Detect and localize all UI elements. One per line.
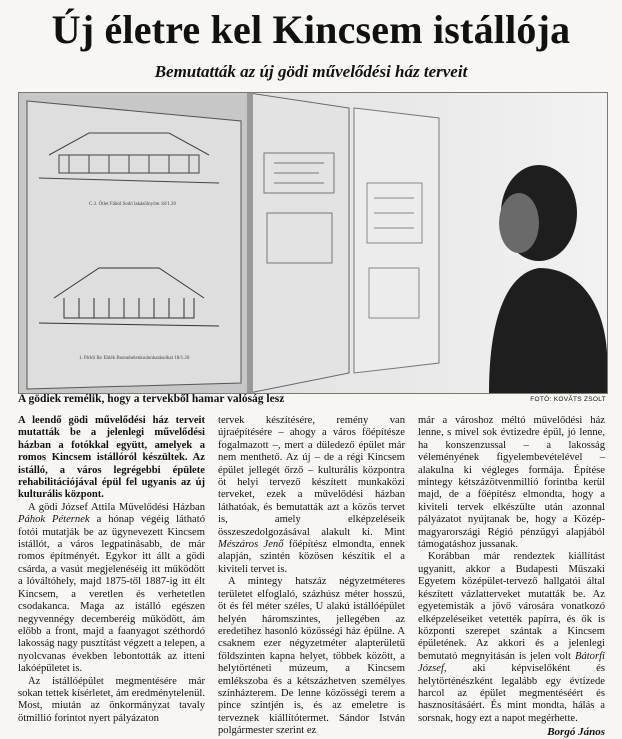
person-name: Páhok Péternek [18, 514, 90, 526]
paragraph: tervek készítésére, remény van újraépítésére – ahogy a város főépítésze fogalmazott –, mert a düledező épület már nem menthető. Az új – de a régi Kincsem épület jellegét őrző – kulturális központra öt helyi tervező készített munkaközi terveket, ezek a művelődési házban láthatóak, és bemutatták azt a közös tervet is, amely elképzeléseik összeszedolgozásával alakult ki. Mint Mészáros Jenő főépítész elmondta, ennek alapján, szintén közösen készítik el a kiviteli tervet is. [218, 415, 405, 575]
lead-paragraph: A leendő gödi művelődési ház terveit mutatták be a jelenlegi művelődési házban a fotókkal együtt, amelyek a romos Kincsem istállóról készültek. Az istálló, a város legrégebbi épülete rehabilitációjával épül fel ugyanis az új kulturális központ. [18, 415, 205, 501]
person-name: Mészáros Jenő [218, 539, 284, 551]
drawing-label-bottom: 1. Pirkli Ibr Eblék Boennbelenkodonhatásolhat 18/1.20 [79, 356, 190, 361]
paragraph: A gödi József Attila Művelődési Házban Páhok Péternek a hónap végéig látható fotói mutatják be az ügynevezett Kincsem istállót, a város legpatinásabb, de már romos építményét. Egykor itt állt a gödi csárda, a vasút megjelenéséig itt működött a lóváltóhely, majd 1875-től 1887-ig itt élt Kincsem, a veretlen és verhetetlen csodakanca. Maga az istálló egészen negyvennégy decemberéig működött, ám előbb a front, majd a faanyagot széthordó lakosság nagy pusztítást végzett a telepen, a nyolcvanas években lebontották az itteni lakóépületet is. [18, 501, 205, 675]
drawing-label-top: C.3. Ötlet Fából Sodó lakásölnyőm 18/1.20 [89, 202, 176, 207]
paragraph: már a városhoz méltó művelődési ház lenne, s mivel sok évtizedre épül, jó lenne, ha konszenzussal – a lakosság véleményének figyelembevételével – alakulna ki végleges formája. Építése mintegy kétszázötvenmillió forintba kerül majd, de a főépítész elmondta, hogy a kiviteli tervek elkészülte után azonnal pályázatot nyújtanak be, hogy a Közép-magyarországi Régió pénzügyi alapjából támogatáshoz jussanak. [418, 415, 605, 551]
article-photo [18, 92, 608, 394]
paragraph: Az istállóépület megmentésére már sokan tettek kísérletet, ám eredménytelenül. Most, miután az önkormányzat tavaly ötmillió forintot nyert pályázaton [18, 675, 205, 724]
column-2 [218, 415, 405, 738]
person-name: Bátorfi József [418, 650, 605, 675]
headline: Új életre kel Kincsem istállója [51, 7, 571, 52]
column-1 [18, 415, 205, 725]
photo-credit: FOTÓ: KOVÁTS ZSOLT [530, 396, 606, 403]
paragraph: A mintegy hatszáz négyzetméteres területet elfoglaló, százhúsz méter hosszú, öt és fél méter széles, U alakú istállóépület helyén háromszintes, jellegében az eredetihez hasonló közösségi ház épülne. A csaknem ezer négyzetméter alapterületű földszinten kapna helyet, többek között, a helytörténeti múzeum, a Kincsem emlékszoba és a kétszázhetven személyes színházterem. De lenne közösségi terem a pince szintjén is, és az emeletre is terveznek kiállítótermet. Sándor István polgármester szerint ez [218, 576, 405, 737]
column-3 [418, 415, 605, 739]
author-byline: Borgó János [547, 726, 605, 739]
subheadline: Bemutatták az új gödi művelődési ház terveit [154, 62, 468, 81]
photo-illustration [19, 93, 607, 393]
paragraph: Korábban már rendeztek kiállítást ugyanitt, akkor a Budapesti Műszaki Egyetem középület-tervező hallgatói által készített vázlatterveket mutatták be. Az egyetemisták a jövő városára vonatkozó elképzeléseiket vetették papírra, és ők is központi szerepet szántak a Kincsem épületének. Az akkori és a jelenlegi bemutató megnyitásán is jelen volt Bátorfi József, aki képviselőként és helytörténészként legalább egy évtizede harcol az épület megmentéséért és hasznosításáért. És mint mondta, hálás a sorsnak, hogy ezt a napot megérhette. [418, 551, 605, 724]
photo-caption: A gödiek remélik, hogy a tervekből hamar valóság lesz [18, 393, 285, 405]
